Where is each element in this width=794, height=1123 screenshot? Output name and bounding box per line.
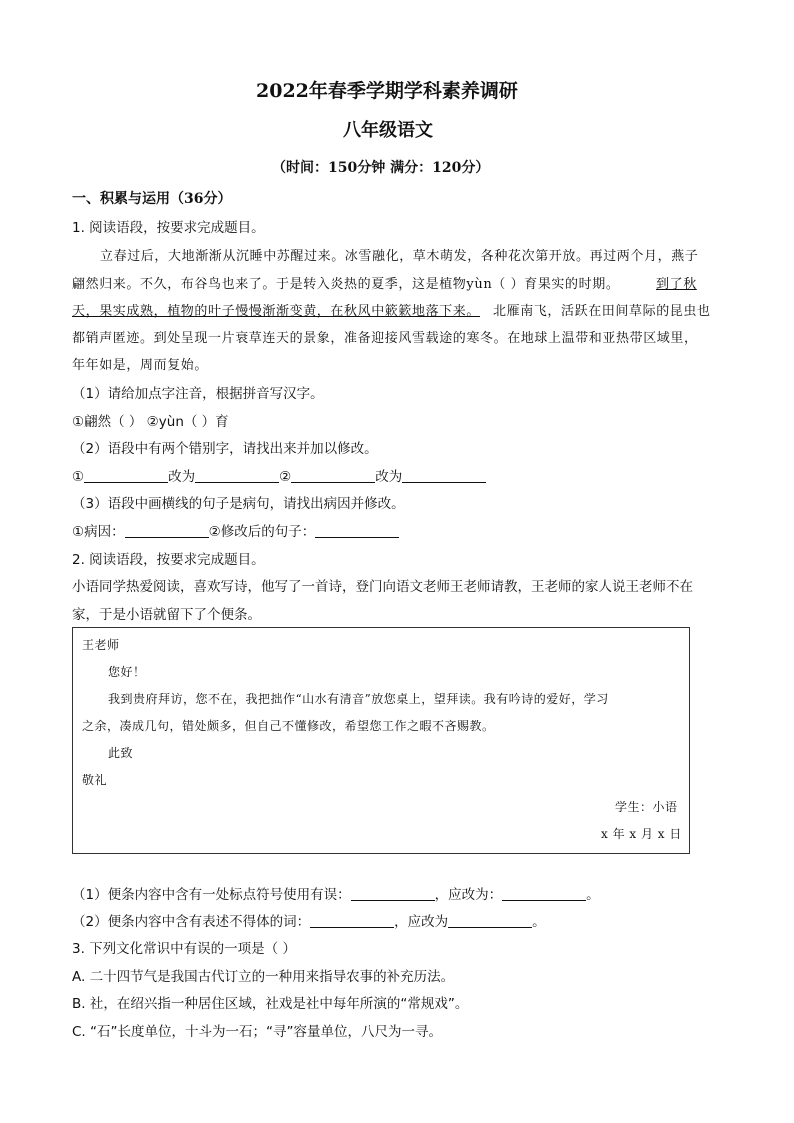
exam-subtitle: 八年级语文	[343, 120, 433, 141]
note-signature: 学生：小语	[615, 800, 678, 814]
label: ，应改为	[394, 914, 449, 930]
passage-line: 翩然归来。不久，布谷鸟也来了。于是转入炎热的夏季，这是植物yùn（ ）育果实的时期。	[72, 277, 620, 292]
passage-line: 都销声匿迹。到处呈现一片衰草连天的景象，准备迎接风雪载途的寒冬。在地球上温带和亚热带区域里，	[72, 331, 698, 346]
answer-blank[interactable]	[195, 468, 279, 483]
q2-stem: 2. 阅读语段，按要求完成题目。	[72, 552, 265, 568]
q1-sub1-blanks: ①翩然（ ） ②yùn（ ）育	[72, 414, 229, 430]
passage-line: 立春过后，大地渐渐从沉睡中苏醒过来。冰雪融化，草木萌发，各种花次第开放。再过两个月，燕子	[100, 249, 699, 264]
answer-blank[interactable]	[125, 523, 209, 538]
q1-sub3-answer-row	[72, 520, 399, 540]
exam-title: 2022年春季学期学科素养调研	[256, 80, 518, 102]
q1-stem: 1. 阅读语段，按要求完成题目。	[72, 220, 265, 236]
label: （2）便条内容中含有表述不得体的词：	[72, 914, 311, 930]
label: ①病因：	[72, 524, 125, 540]
q2-sub2-row	[72, 910, 546, 930]
q3-option-b: B. 社，在绍兴指一种居住区域，社戏是社中每年所演的“常规戏”。	[72, 996, 469, 1012]
marker: ①	[72, 469, 85, 485]
answer-blank[interactable]	[448, 913, 532, 928]
note-body: 我到贵府拜访，您不在，我把拙作“山水有清音”放您桌上，望拜读。我有吟诗的爱好，学习	[108, 692, 609, 706]
label: 。	[532, 914, 546, 930]
answer-blank[interactable]	[310, 913, 394, 928]
q3-stem: 3. 下列文化常识中有误的一项是（ ）	[72, 941, 296, 957]
answer-blank[interactable]	[84, 468, 168, 483]
answer-blank[interactable]	[291, 468, 375, 483]
note-closing: 此致	[108, 746, 134, 760]
answer-blank[interactable]	[502, 886, 586, 901]
note-box	[72, 627, 690, 854]
note-recipient: 王老师	[82, 638, 120, 652]
answer-blank[interactable]	[351, 886, 435, 901]
q2-intro: 小语同学热爱阅读，喜欢写诗，他写了一首诗，登门向语文老师王老师请教，王老师的家人说王老师不在	[72, 579, 693, 595]
label: 改为	[168, 469, 196, 485]
q3-option-a: A. 二十四节气是我国古代订立的一种用来指导农事的补充历法。	[72, 969, 455, 985]
q1-sub1: （1）请给加点字注音，根据拼音写汉字。	[72, 386, 324, 402]
answer-blank[interactable]	[402, 468, 486, 483]
note-closing: 敬礼	[82, 773, 108, 787]
note-body: 之余，凑成几句，错处颇多，但自己不懂修改，希望您工作之暇不吝赐教。	[82, 719, 495, 733]
passage-underlined: 到了秋	[656, 277, 697, 292]
label: 。	[586, 887, 600, 903]
passage-underlined: 天，果实成熟，植物的叶子慢慢渐渐变黄，在秋风中簌簌地落下来。	[72, 304, 481, 319]
passage-line: 北雁南飞，活跃在田间草际的昆虫也	[493, 304, 711, 319]
q3-option-c: C. “石”长度单位，十斗为一石；“寻”容量单位，八尺为一寻。	[72, 1024, 442, 1040]
note-date: x 年 x 月 x 日	[601, 827, 682, 841]
q1-sub2-answer-row	[72, 465, 486, 485]
section-heading: 一、积累与运用（36分）	[72, 191, 232, 207]
label: ，应改为：	[434, 887, 503, 903]
label: 改为	[375, 469, 403, 485]
label: （1）便条内容中含有一处标点符号使用有误：	[72, 887, 351, 903]
passage-line: 年年如是，周而复始。	[72, 358, 209, 373]
q1-sub3: （3）语段中画横线的句子是病句，请找出病因并修改。	[72, 496, 405, 512]
q2-sub1-row	[72, 883, 600, 903]
answer-blank[interactable]	[315, 523, 399, 538]
q2-intro: 家，于是小语就留下了个便条。	[72, 607, 261, 623]
label: ②修改后的句子：	[208, 524, 316, 540]
q1-sub2: （2）语段中有两个错别字，请找出来并加以修改。	[72, 441, 378, 457]
exam-info: （时间：150分钟 满分：120分）	[272, 160, 490, 176]
note-greeting: 您好！	[108, 665, 146, 679]
marker: ②	[279, 469, 292, 485]
